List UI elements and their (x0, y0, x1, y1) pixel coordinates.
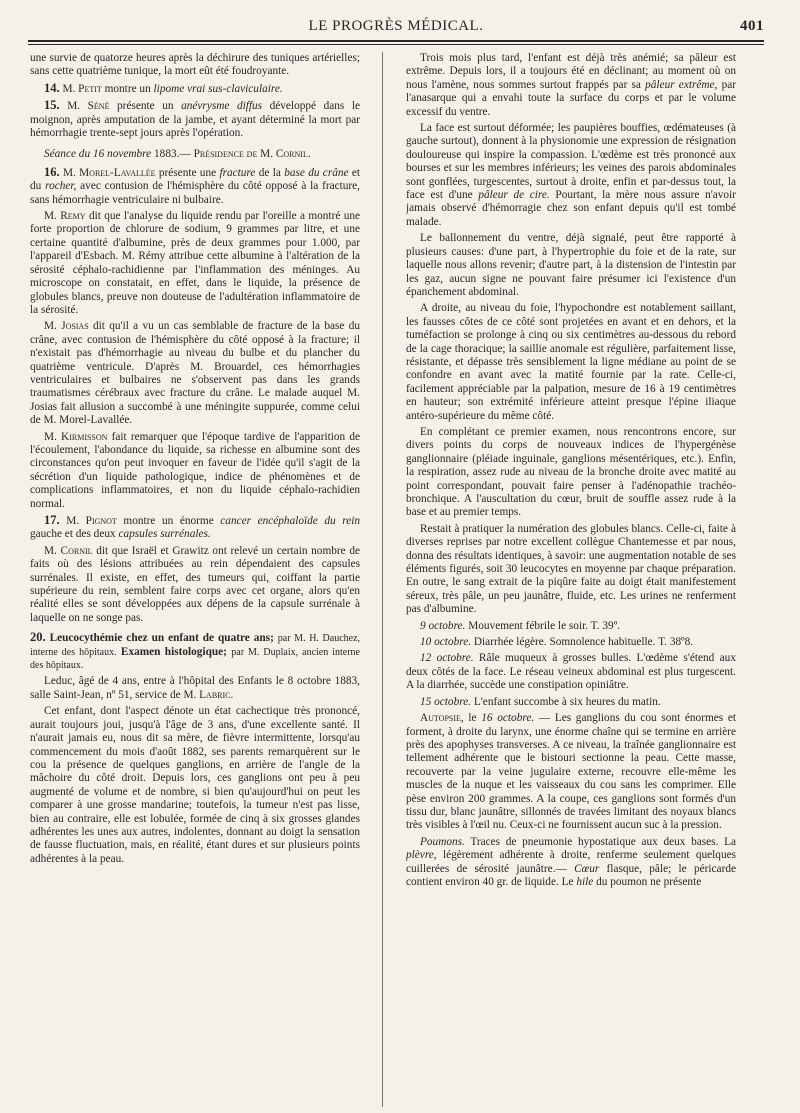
header-rule-thin (28, 44, 764, 45)
article-author: par M. Duplaix, ancien interne des hôpitaux. (30, 646, 360, 672)
paragraph-face: La face est surtout déformée; les paupières bouffies, œdémateuses (à gauche surtout), donnent à la physionomie une expression de résignation douloureuse qui inspire la compassion. L'œdème est très prononcé aux bourses et sur les membres inférieurs; les veines des parois abdominales sont gonflées, turgescentes, surtout à droite, enfin et par-dessus tout, la face est d'une pâleur de cire. Pourtant, la mère nous assure n'avoir jamais observé d'hémorragie chez son enfant depuis qu'il est tombé malade. (406, 122, 736, 228)
item-14: 14. M. Petit montre un lipome vrai sus-claviculaire. (44, 80, 283, 95)
paragraph-poumons: Poumons. Traces de pneumonie hypostatique aux deux bases. La plèvre, légèrement adhérente à droite, renferme seulement quelques cuillerées de sérosité jaunâtre.— Cœur flasque, pâle; le péricarde contient environ 40 gr. de liquide. Le hile du poumon ne présente (406, 835, 736, 888)
author-name: Pignot (85, 515, 117, 527)
article-heading: Leucocythémie chez un enfant de quatre ans; (49, 632, 274, 645)
paragraph-kirmisson: M. Kirmisson fait remarquer que l'époque tardive de l'apparition de l'écoulement, l'abondance du liquide, sa richesse en albumine sont des circonstances qu'on peut invoquer en faveur de l'idée qu'il s'agit de la sécrétion d'un liquide pathologique, indice de phénomènes et de complications inflammatoires, et non du liquide céphalo-rachidien normal. (30, 430, 360, 510)
column-divider (382, 52, 383, 1107)
item-subject: lipome vrai sus-claviculaire. (153, 82, 283, 95)
item-17: 17. M. Pignot montre un énorme cancer encéphaloïde du rein gauche et des deux capsules surrénales. (30, 513, 360, 541)
running-header (28, 18, 764, 38)
session-heading: Séance du 16 novembre 1883.— Présidence de M. Cornil. (44, 148, 311, 161)
entry-9-octobre: 9 octobre. Mouvement fébrile le soir. T. 39º. (420, 619, 621, 632)
entry-12-octobre: 12 octobre. Râle muqueux à grosses bulles. L'œdème s'étend aux deux côtés de la face. Le réseau veineux abdominal est plus turgescent. A la diarrhée, succède une constipation opiniâtre. (406, 652, 736, 692)
author-name: Petit (78, 82, 102, 95)
paragraph-a-droite: A droite, au niveau du foie, l'hypochondre est notablement saillant, les fausses côtes de ce côté sont projetées en avant et en dehors, et la tuméfaction se prolonge à cinq ou six centimètres au-dessous du rebord de la cage thoracique; la saillie anomale est régulière, parfaitement lisse, résistante, et dépasse très sensiblement la ligne médiane au point de se confondre en avant avec la matité fournie par la rate. Celle-ci, facilement appréciable par la palpation, mesure de 16 à 19 centimètres en hauteur; son extrémité inférieure atteint presque l'épine iliaque antéro-supérieure du même côté. (406, 302, 736, 422)
item-number: 15. (44, 98, 60, 113)
paragraph-leduc: Leduc, âgé de 4 ans, entre à l'hôpital des Enfants le 8 octobre 1883, salle Saint-Jean, nº 51, service de M. Labric. (30, 675, 360, 701)
paragraph-remy: M. Remy dit que l'analyse du liquide rendu par l'oreille a montré une forte proportion de chlorure de sodium, 9 grammes par litre, et une certaine quantité d'albumine, près de deux grammes pour 1.000, par l'appareil d'Esbach. M. Rémy attribue cette albumine à l'altération de la sérosité céphalo-rachidienne par l'inflammation des méninges. Au microscope on constatait, en effet, dans le liquide, la présence de globules blancs, preuve non douteuse de l'adultération inflammatoire de la sérosité. (30, 210, 360, 316)
left-column (30, 52, 360, 1110)
author-name: Morel-Lavallée (79, 166, 156, 179)
paragraph-continued: une survie de quatorze heures après la déchirure des tuniques artérielles; sans cette quatrième tunique, la mort eût été foudroyante. (30, 52, 360, 78)
journal-title: LE PROGRÈS MÉDICAL. (308, 18, 484, 34)
paragraph-cornil: M. Cornil dit que Israël et Grawitz ont relevé un certain nombre de faits où des lésions attribuées au rein dépendaient des capsules surrénales. Il existe, en effet, des tumeurs qui, coiffant la partie supérieure du rein, semblent faire corps avec cet organe, alors qu'en réalité elles se sont développées aux dépens de la capsule surrénale à laquelle on ne songe pas. (30, 544, 360, 624)
paragraph-autopsie: Autopsie, le 16 octobre. — Les ganglions du cou sont énormes et forment, à droite du larynx, une énorme chaîne qui se termine en arrière près des apophyses transverses. A ce niveau, la traînée ganglionnaire est tellement adhérente que le bistouri sectionne la peau. Cette masse, recouverte par la veine jugulaire externe, recouvre elle-même les muscles de la nuque et les vaisseaux du cou sans les comprimer. Elle pèse environ 200 grammes. A la coupe, ces ganglions sont formés d'un tissu dur, blanc jaunâtre, sillonnés de travées limitant des noyaux blancs très visibles à l'œil nu. Ceux-ci ne fournissent aucun suc à la pression. (406, 712, 736, 832)
entry-15-octobre: 15 octobre. L'enfant succombe à six heures du matin. (420, 695, 661, 708)
item-15: 15. M. Séné présente un anévrysme diffus développé dans le moignon, après amputation de la jambe, et ayant déterminé la mort par hémorrhagie trente-sept jours après l'opération. (30, 98, 360, 140)
author-name: Kirmisson (61, 430, 108, 443)
author-name: Josias (61, 320, 89, 333)
author-name: Cornil (60, 544, 93, 557)
paragraph-josias: M. Josias dit qu'il a vu un cas semblable de fracture de la base du crâne, avec contusion de l'hémisphère du côté opposé à la fracture; il n'existait pas d'hémorrhagie au niveau du bulbe et du plancher du quatrième ventricule. D'après M. Brouardel, ces hémorrhagies ventriculaires et bulbaires ne s'observent pas dans les grands traumatismes cérébraux avec fracture du crâne. Le malade auquel M. Josias fait allusion a succombé à une méningite suppurée, comme celui de M. Morel-Lavallée. (30, 320, 360, 427)
paragraph-completant: En complétant ce premier examen, nous rencontrons encore, sur divers points du corps de nouveaux indices de l'hypergénèse ganglionnaire (pléiade inguinale, ganglions mésentériques, etc.). Enfin, la respiration, assez rude au niveau de la bronche droite avec matité au point correspondant, pouvait faire penser à l'adénopathie trachéo-bronchique. A l'auscultation du cœur, bruit de souffle assez rude à la base et au premier temps. (406, 425, 736, 519)
header-rule-thick (28, 40, 764, 42)
item-number: 14. (44, 80, 60, 95)
paragraph-ballonnement: Le ballonnement du ventre, déjà signalé, peut être rapporté à plusieurs causes: d'une part, à l'hypertrophie du foie et de la rate, sur laquelle nous allons revenir; d'autre part, à la distension de l'intestin par les gaz, aucun signe ne pouvant faire présumer ici l'existence d'un épanchement abdominal. (406, 232, 736, 298)
author-name: Séné (87, 100, 110, 113)
item-16: 16. M. Morel-Lavallée présente une fracture de la base du crâne et du rocher, avec contusion de l'hémisphère du côté opposé à la fracture, sans hémorrhagie ventriculaire ni bulbaire. (30, 164, 360, 206)
paragraph-enfant: Cet enfant, dont l'aspect dénote un état cachectique très prononcé, aurait toujours joui, jusqu'à l'âge de 3 ans, d'une excellente santé. Il n'aurait jamais eu, nous dit sa mère, de fièvre intermittente, lorsqu'au commencement du mois d'août 1882, ses parents remarquèrent sur le cou la présence de quelques ganglions, en arrière de l'angle de la mâchoire du côté droit. Depuis lors, ces ganglions ont peu à peu augmenté de volume et de nombre, si bien qu'aujourd'hui on peut les comparer à une grosse mandarine; toutefois, la tumeur n'est pas lisse, bien au contraire, elle est lobulée, formée de cinq à six grosses glandes adhérentes les unes aux autres, indolentes, donnant au doigt la sensation de fausse fluctuation, mais, en réalité, étant dures et sur plusieurs points adhérentes à la peau. (30, 705, 360, 865)
item-number: 20. (30, 630, 46, 645)
item-number: 17. (44, 513, 60, 527)
article-subheading: Examen histologique; (120, 645, 227, 658)
article-title (30, 631, 360, 672)
item-number: 16. (44, 164, 60, 179)
page-number: 401 (740, 18, 764, 34)
right-column (406, 52, 736, 1110)
entry-10-octobre: 10 octobre. Diarrhée légère. Somnolence habituelle. T. 38º8. (420, 636, 694, 649)
paragraph-restait: Restait à pratiquer la numération des globules blancs. Celle-ci, faite à diverses reprises par notre excellent collègue Chantemesse et par nous, donna des résultats identiques, à savoir: une augmentation notable de ses éléments figurés, soit 30 leucocytes en moyenne par chaque préparation. En outre, le sang extrait de la piqûre faite au doigt était manifestement séreux, très pâle, un peu jaunâtre, fluide, etc. Les urines ne renferment pas d'albumine. (406, 522, 736, 616)
article-author: par M. H. Dauchez, interne des hôpitaux. (30, 633, 360, 658)
item-subject: anévrysme diffus (181, 100, 263, 113)
author-name: Remy (60, 210, 86, 223)
paragraph-trois-mois: Trois mois plus tard, l'enfant est déjà très anémié; sa pâleur est extrême. Depuis lors, il a toujours été en déclinant; au moment où on nous l'amène, nous sommes surtout frappés par sa pâleur extrême, par l'anasarque qui a envahi toute la surface du corps et par le volume excessif du ventre. (406, 52, 736, 118)
